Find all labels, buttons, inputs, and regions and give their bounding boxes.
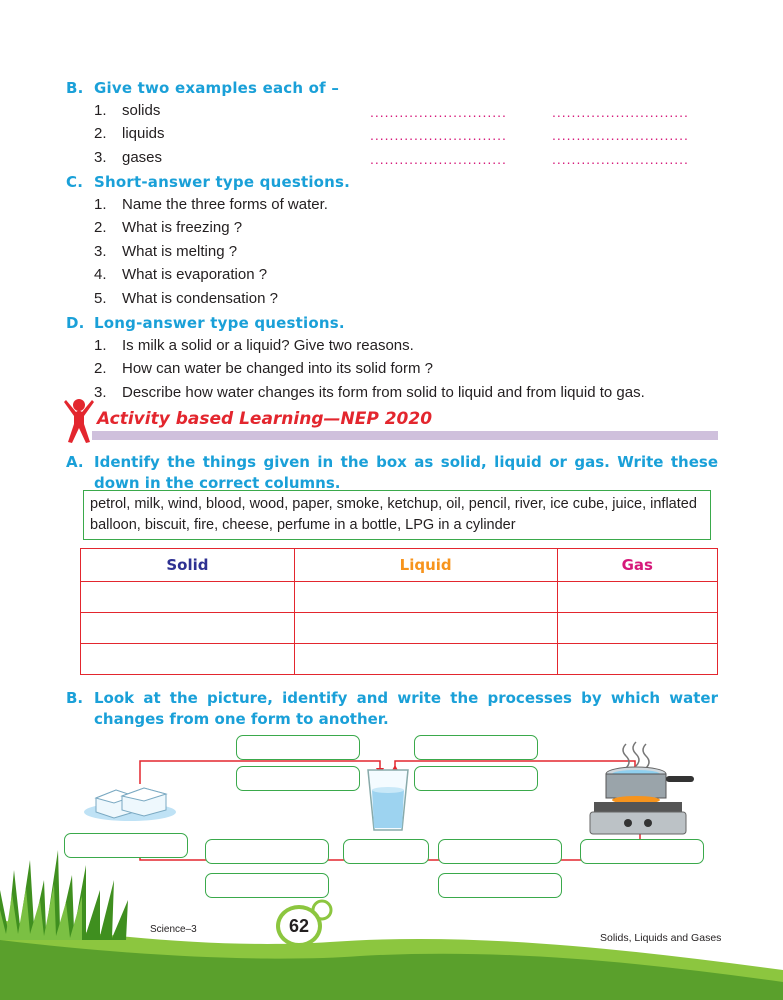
item-text: Is milk a solid or a liquid? Give two reasons. xyxy=(122,337,414,354)
footer-book: Science–3 xyxy=(150,924,197,935)
answer-blank[interactable]: ............................ xyxy=(370,151,507,167)
item-number: 3. xyxy=(94,384,107,401)
activity-a-question: Identify the things given in the box as solid, liquid or gas. Write these down in the correct columns. xyxy=(94,453,718,492)
section-b-heading xyxy=(66,79,339,97)
ice-cubes-image xyxy=(82,776,178,822)
list-item xyxy=(94,149,162,166)
list-item xyxy=(94,196,328,213)
section-b-letter: B. xyxy=(66,79,84,97)
section-b-title: Give two examples each of – xyxy=(94,79,340,97)
items-box: petrol, milk, wind, blood, wood, paper, smoke, ketchup, oil, pencil, river, ice cube, juice, inflated balloon, biscuit, fire, cheese, perfume in a bottle, LPG in a cylinder xyxy=(83,490,711,540)
section-d-letter: D. xyxy=(66,314,85,332)
answer-box[interactable] xyxy=(236,735,360,760)
answer-box[interactable] xyxy=(236,766,360,791)
answer-blank[interactable]: ............................ xyxy=(370,127,507,143)
footer-chapter: Solids, Liquids and Gases xyxy=(600,932,722,944)
activity-girl-icon xyxy=(62,396,96,446)
table-cell[interactable] xyxy=(557,644,717,675)
list-item xyxy=(94,243,237,260)
answer-blank[interactable]: ............................ xyxy=(370,104,507,120)
activity-title: Activity based Learning—NEP 2020 xyxy=(97,409,433,429)
grass-decoration xyxy=(0,830,783,1000)
table-header-row xyxy=(81,549,718,582)
item-text: solids xyxy=(122,102,161,119)
answer-box[interactable] xyxy=(414,766,538,791)
list-item xyxy=(94,125,165,142)
list-item xyxy=(94,266,267,283)
table-row xyxy=(81,613,718,644)
item-text: What is melting ? xyxy=(122,243,238,260)
list-item xyxy=(94,290,278,307)
section-c-letter: C. xyxy=(66,173,84,191)
item-text: Describe how water changes its form from solid to liquid and from liquid to gas. xyxy=(122,384,645,401)
item-number: 3. xyxy=(94,243,107,260)
water-glass-image xyxy=(364,766,412,834)
activity-b-question: Look at the picture, identify and write the processes by which water changes from one form to another. xyxy=(94,689,718,728)
item-text: What is condensation ? xyxy=(122,290,278,307)
column-header-liquid: Liquid xyxy=(294,549,557,582)
list-item xyxy=(94,360,433,377)
item-number: 1. xyxy=(94,102,107,119)
item-text: liquids xyxy=(122,125,165,142)
item-number: 2. xyxy=(94,125,107,142)
item-text: What is evaporation ? xyxy=(122,266,268,283)
item-text: How can water be changed into its solid form ? xyxy=(122,360,433,377)
table-cell[interactable] xyxy=(294,582,557,613)
item-text: Name the three forms of water. xyxy=(122,196,328,213)
table-cell[interactable] xyxy=(294,613,557,644)
table-row xyxy=(81,644,718,675)
item-number: 3. xyxy=(94,149,107,166)
item-number: 1. xyxy=(94,196,107,213)
table-cell[interactable] xyxy=(557,582,717,613)
table-cell[interactable] xyxy=(81,582,295,613)
page-number: 62 xyxy=(276,905,322,947)
list-item xyxy=(94,219,242,236)
answer-box[interactable] xyxy=(414,735,538,760)
activity-bar xyxy=(92,431,718,440)
answer-blank[interactable]: ............................ xyxy=(552,104,689,120)
section-d-heading xyxy=(66,314,345,332)
answer-blank[interactable]: ............................ xyxy=(552,127,689,143)
section-d-title: Long-answer type questions. xyxy=(94,314,345,332)
list-item xyxy=(94,102,160,119)
table-cell[interactable] xyxy=(81,613,295,644)
item-text: What is freezing ? xyxy=(122,219,243,236)
section-c-heading xyxy=(66,173,350,191)
table-row xyxy=(81,582,718,613)
classification-table xyxy=(80,548,718,675)
item-number: 5. xyxy=(94,290,107,307)
list-item xyxy=(94,337,414,354)
item-text: gases xyxy=(122,149,163,166)
activity-a-letter: A. xyxy=(66,453,84,471)
item-number: 1. xyxy=(94,337,107,354)
item-number: 4. xyxy=(94,266,107,283)
list-item xyxy=(94,384,645,401)
table-cell[interactable] xyxy=(557,613,717,644)
item-number: 2. xyxy=(94,360,107,377)
stove-pot-image xyxy=(588,738,698,836)
item-number: 2. xyxy=(94,219,107,236)
column-header-solid: Solid xyxy=(81,549,295,582)
column-header-gas: Gas xyxy=(557,549,717,582)
activity-b-letter: B. xyxy=(66,689,84,707)
table-cell[interactable] xyxy=(81,644,295,675)
table-cell[interactable] xyxy=(294,644,557,675)
section-c-title: Short-answer type questions. xyxy=(94,173,351,191)
answer-blank[interactable]: ............................ xyxy=(552,151,689,167)
